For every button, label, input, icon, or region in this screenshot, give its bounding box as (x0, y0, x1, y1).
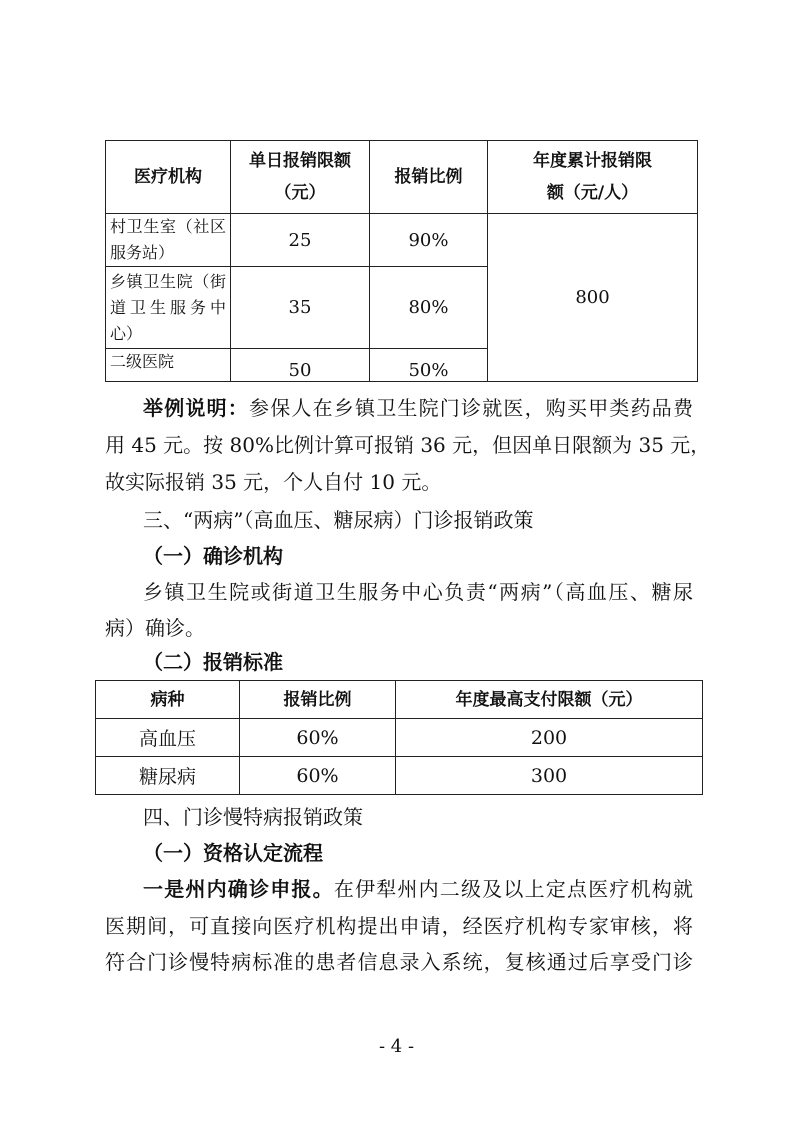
ratio-cell: 90% (370, 214, 488, 267)
table-row (96, 719, 703, 757)
section4-para-line (143, 877, 693, 901)
example-line (143, 396, 693, 420)
limit-cell: 200 (396, 719, 703, 757)
daily-limit-cell: 25 (231, 214, 370, 267)
cell-text: 二级医院 (110, 352, 175, 371)
reimbursement-limit-table (105, 140, 698, 382)
para-lead: 一是州内确诊申报。 (143, 877, 334, 901)
header-daily-limit (231, 141, 370, 214)
section3-title: 三、“两病”（高血压、糖尿病）门诊报销政策 (143, 508, 534, 532)
example-label: 举例说明： (143, 396, 249, 420)
cell-text: 道卫生服务中 (110, 297, 226, 317)
header-max-limit: 年度最高支付限额（元） (396, 681, 703, 719)
table-row (106, 214, 698, 267)
header-annual-limit (488, 141, 698, 214)
header-ratio: 报销比例 (240, 681, 396, 719)
section3-sub1: （一）确诊机构 (143, 544, 283, 568)
institution-cell (106, 267, 231, 349)
ratio-cell: 50% (370, 349, 488, 382)
institution-cell (106, 349, 231, 382)
daily-limit-cell: 50 (231, 349, 370, 382)
section4-para-line: 符合门诊慢特病标准的患者信息录入系统，复核通过后享受门诊 (105, 950, 693, 974)
table-header-row (106, 141, 698, 214)
cell-text: 村卫生室（社区 (110, 217, 226, 236)
table-row (96, 757, 703, 795)
header-text: 年度累计报销限 (533, 151, 652, 171)
daily-limit-cell: 35 (231, 267, 370, 349)
disease-cell: 糖尿病 (96, 757, 240, 795)
disease-reimbursement-table (95, 680, 703, 795)
header-text: 单日报销限额 (249, 151, 351, 171)
para-text: 在伊犁州内二级及以上定点医疗机构就 (333, 877, 694, 901)
section3-sub2: （二）报销标准 (143, 650, 283, 674)
header-text: 额（元/人） (546, 183, 639, 203)
section4-title: 四、门诊慢特病报销政策 (143, 805, 363, 829)
example-line: 用 45 元。按 80%比例计算可报销 36 元，但因单日限额为 35 元， (105, 433, 711, 457)
header-text: （元） (274, 183, 326, 203)
institution-cell (106, 214, 231, 267)
section4-sub1: （一）资格认定流程 (143, 841, 323, 865)
ratio-cell: 80% (370, 267, 488, 349)
section3-para: 乡镇卫生院或街道卫生服务中心负责“两病”（高血压、糖尿 (143, 580, 693, 604)
header-disease: 病种 (96, 681, 240, 719)
section4-para-line: 医期间，可直接向医疗机构提出申请，经医疗机构专家审核，将 (105, 914, 693, 938)
page-number: - 4 - (378, 1036, 415, 1057)
header-institution: 医疗机构 (106, 141, 231, 214)
cell-text: 乡镇卫生院（街 (110, 271, 226, 291)
section3-para: 病）确诊。 (105, 616, 205, 640)
example-line: 故实际报销 35 元，个人自付 10 元。 (105, 470, 442, 494)
annual-limit-cell: 800 (488, 214, 698, 382)
cell-text: 服务站） (110, 243, 175, 262)
header-ratio: 报销比例 (370, 141, 488, 214)
limit-cell: 300 (396, 757, 703, 795)
example-text: 参保人在乡镇卫生院门诊就医，购买甲类药品费 (249, 396, 693, 420)
ratio-cell: 60% (240, 757, 396, 795)
disease-cell: 高血压 (96, 719, 240, 757)
ratio-cell: 60% (240, 719, 396, 757)
table-header-row (96, 681, 703, 719)
cell-text: 心） (110, 323, 143, 343)
